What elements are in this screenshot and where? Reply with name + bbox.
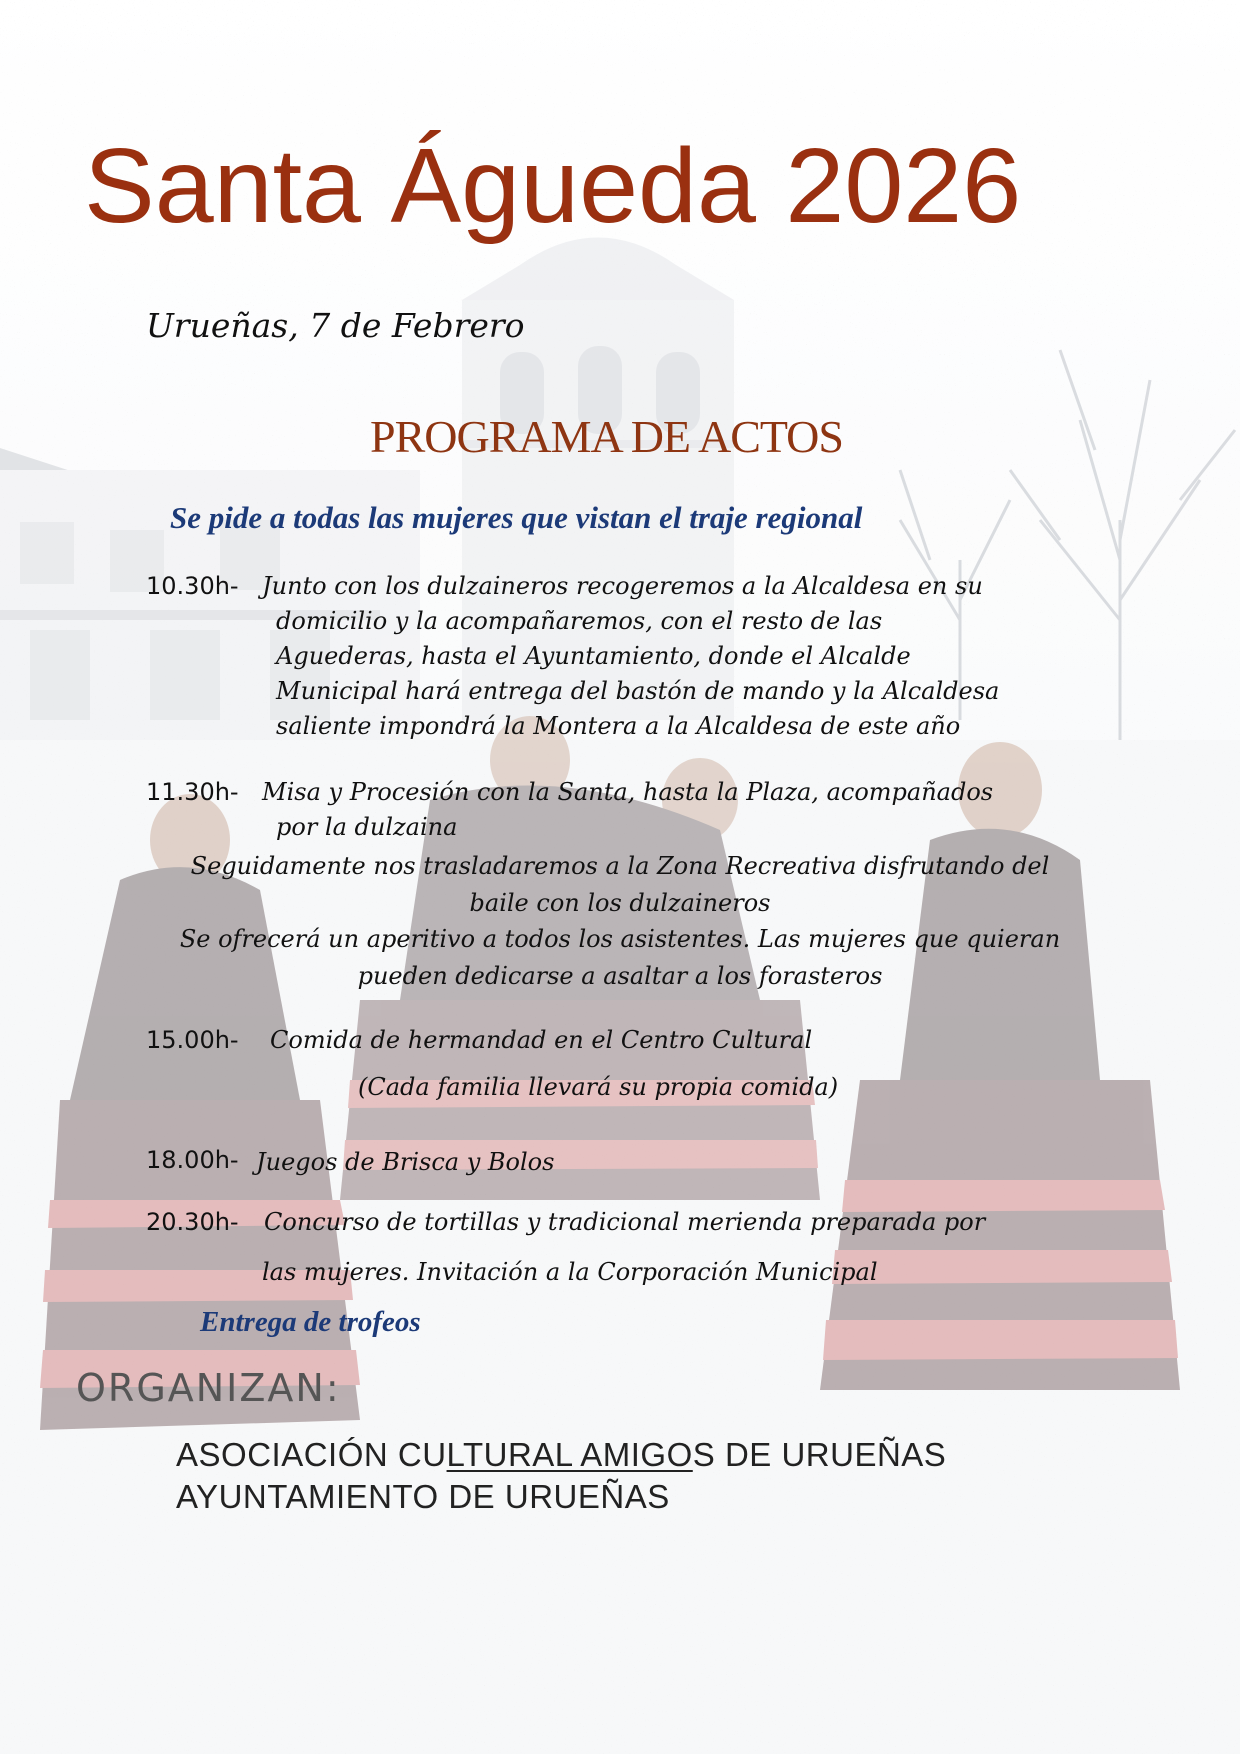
organizer-association [176,1436,946,1474]
schedule-note-line: pueden dedicarse a asaltar a los forasteros [357,962,883,990]
dress-request: Se pide a todas las mujeres que vistan el traje regional [170,500,863,535]
schedule-event-line: Junto con los dulzaineros recogeremos a la Alcaldesa en su [262,572,983,600]
organizer-association-underlined: LTURAL AMIGO [446,1436,693,1473]
schedule-event-line: las mujeres. Invitación a la Corporación Municipal [262,1258,878,1286]
schedule-event-line: Municipal hará entrega del bastón de mando y la Alcaldesa [276,677,1000,705]
poster-title: Santa Águeda 2026 [84,127,1022,245]
schedule-note-line: Se ofrecerá un aperitivo a todos los asistentes. Las mujeres que quieran [179,925,1061,953]
awards-note: Entrega de trofeos [200,1306,421,1338]
schedule-time: 10.30h- [146,572,239,600]
schedule-time: 18.00h- [146,1146,239,1174]
schedule-event-line: por la dulzaina [276,813,458,841]
schedule-event-line: Aguederas, hasta el Ayuntamiento, donde el Alcalde [276,642,911,670]
schedule-event-line: (Cada familia llevará su propia comida) [358,1073,839,1101]
organizer-association-part: S DE URUEÑAS [692,1436,947,1473]
organizers-heading: ORGANIZAN: [76,1366,341,1410]
schedule-event-line: Misa y Procesión con la Santa, hasta la Plaza, acompañados [262,778,994,806]
schedule-note-line: Seguidamente nos trasladaremos a la Zona Recreativa disfrutando del [190,852,1050,880]
schedule-time: 15.00h- [146,1026,239,1054]
organizer-association-part: ASOCIACIÓN CU [176,1436,447,1473]
schedule-time: 20.30h- [146,1208,239,1236]
schedule-event-line: domicilio y la acompañaremos, con el resto de las [276,607,883,635]
schedule-event-line: Concurso de tortillas y tradicional merienda preparada por [264,1208,986,1236]
organizer-town-hall: AYUNTAMIENTO DE URUEÑAS [176,1478,670,1515]
date-subtitle: Urueñas, 7 de Febrero [146,306,525,345]
schedule-note-line: baile con los dulzaineros [469,889,771,917]
schedule-event-line: Juegos de Brisca y Bolos [256,1148,555,1176]
schedule-event-line: Comida de hermandad en el Centro Cultural [270,1026,813,1054]
schedule-event-line: saliente impondrá la Montera a la Alcaldesa de este año [276,712,961,740]
program-heading: PROGRAMA DE ACTOS [370,411,843,462]
schedule-time: 11.30h- [146,778,239,806]
